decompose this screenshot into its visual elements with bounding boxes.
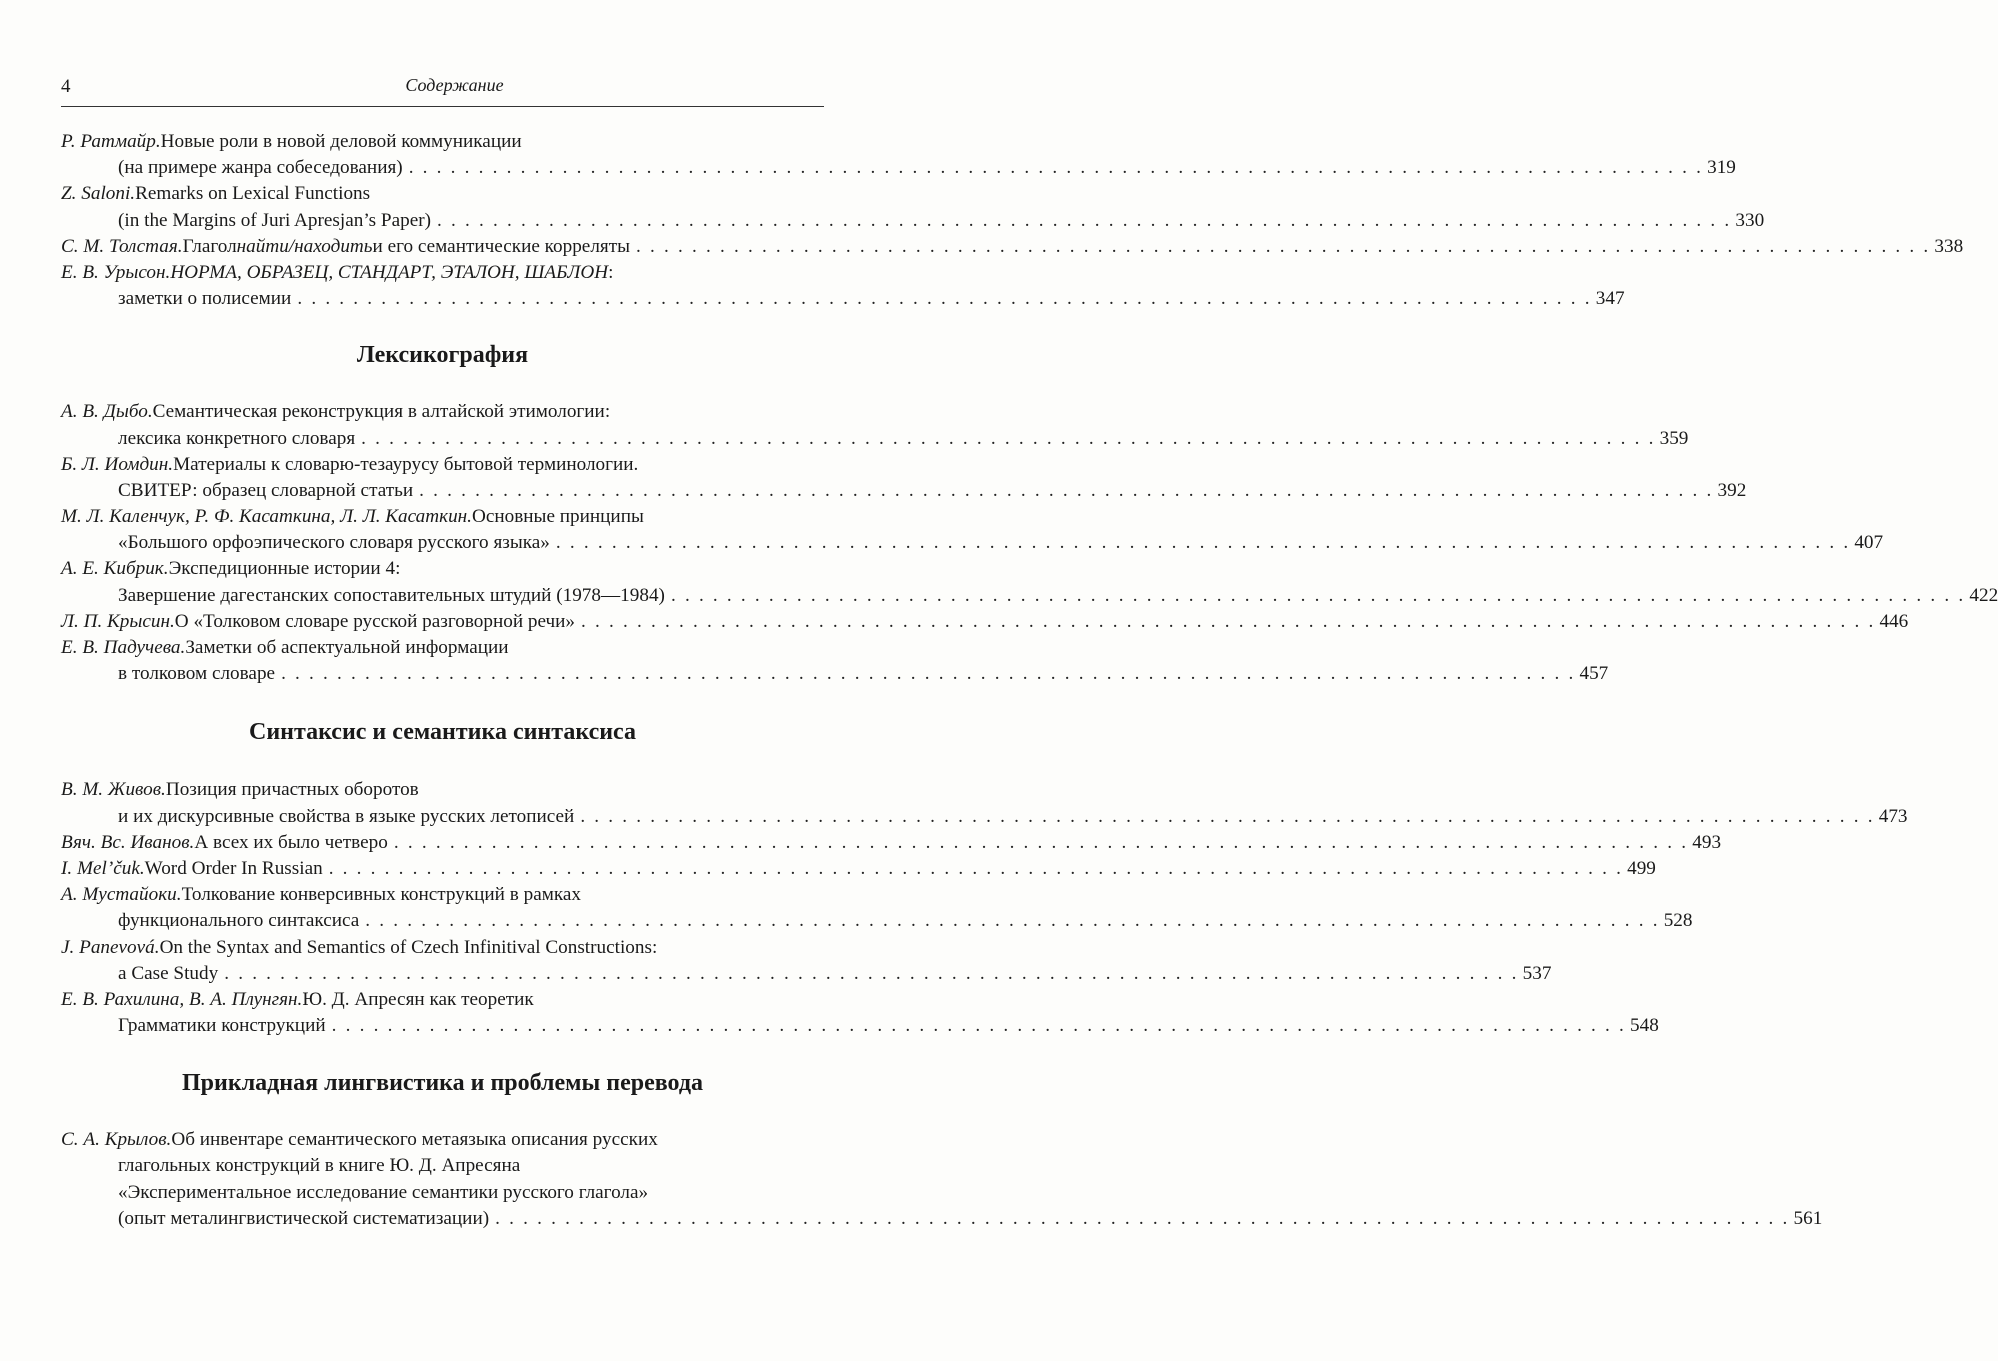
entry-title: Word Order In Russian [144,857,323,879]
entry-title: и его семантические корреляты [372,235,630,257]
toc-entry [61,234,1964,260]
entry-title: Толкование конверсивных конструкций в рамках [181,884,581,906]
page-number: 4 [61,76,71,97]
toc-entry-continuation [61,286,1625,312]
toc-entry-continuation [61,155,1736,181]
entry-title: a Case Study [118,962,219,984]
running-title: Содержание [405,75,504,95]
header-rule [61,106,824,107]
dot-leader: . . . . . . . . . . . . . . . . . . . . . . . . . . . . . . . . . . . . . . . . . . . . . . . . . . . . . . . . . . . . . . . . . . . . . . . . . . . . . . . . . . . . . . . . . . . . . [581,610,1876,632]
toc-entry-continuation [61,426,1689,452]
toc-entry-continuation [61,1153,824,1179]
entry-author: Е. В. Урысон. [61,261,171,283]
toc-entry-continuation [61,530,1884,556]
entry-page: 537 [1522,962,1552,984]
entry-author: М. Л. Каленчук, Р. Ф. Касаткина, Л. Л. Касаткин. [61,506,472,528]
entry-author: J. Panevová. [61,936,160,958]
entry-author: Z. Saloni. [61,183,136,205]
entry-title: Завершение дагестанских сопоставительных штудий (1978—1984) [118,584,665,606]
toc-entry-continuation [61,908,1693,934]
entry-page: 422 [1969,584,1998,606]
toc-entry [61,399,824,425]
section-heading: Лексикография [356,342,529,369]
entry-title: О «Толковом словаре русской разговорной речи» [174,610,576,632]
entry-author: Л. П. Крысин. [61,610,175,632]
entry-title: Об инвентаре семантического метаязыка описания русских [171,1129,658,1151]
entry-title: Грамматики конструкций [118,1015,326,1037]
toc-entry [61,935,824,961]
entry-title: : [608,261,614,283]
toc-entry [61,504,824,530]
entry-title: Новые роли в новой деловой коммуникации [160,131,522,152]
entry-title: (in the Margins of Juri Apresjan’s Paper) [118,209,431,231]
entry-title-italic: НОРМА, ОБРАЗЕЦ, СТАНДАРТ, ЭТАЛОН, ШАБЛОН [170,261,609,283]
entry-author: С. М. Толстая. [61,235,183,257]
entry-page: 446 [1879,610,1909,632]
dot-leader: . . . . . . . . . . . . . . . . . . . . . . . . . . . . . . . . . . . . . . . . . . . . . . . . . . . . . . . . . . . . . . . . . . . . . . . . . . . . . . . . . . . . . . . . . . . . . [331,1015,1627,1037]
entry-title: (на примере жанра собеседования) [118,157,403,179]
toc-entry [61,635,824,661]
toc-entry [61,129,824,155]
entry-author: Вяч. Вс. Иванов. [61,831,195,853]
entry-page: 330 [1735,209,1765,231]
entry-author: А. Е. Кибрик. [61,558,169,580]
entry-page: 319 [1707,157,1736,179]
entry-page: 473 [1878,805,1908,827]
entry-title: On the Syntax and Semantics of Czech Infinitival Constructions: [159,936,658,958]
entry-title: Материалы к словарю-тезаурусу бытовой терминологии. [173,453,639,475]
dot-leader: . . . . . . . . . . . . . . . . . . . . . . . . . . . . . . . . . . . . . . . . . . . . . . . . . . . . . . . . . . . . . . . . . . . . . . . . . . . . . . . . . . . . . . . . . . . . . [495,1207,1790,1229]
entry-author: I. Mel’čuk. [61,857,145,879]
entry-title: Remarks on Lexical Functions [135,183,371,205]
entry-title: Основные принципы [471,506,644,528]
dot-leader: . . . . . . . . . . . . . . . . . . . . . . . . . . . . . . . . . . . . . . . . . . . . . . . . . . . . . . . . . . . . . . . . . . . . . . . . . . . . . . . . . . . . . . . . . . . . . [297,288,1592,310]
dot-leader: . . . . . . . . . . . . . . . . . . . . . . . . . . . . . . . . . . . . . . . . . . . . . . . . . . . . . . . . . . . . . . . . . . . . . . . . . . . . . . . . . . . . . . . . . . . . . [670,584,1966,606]
entry-title: (опыт металингвистической систематизации) [118,1207,490,1229]
toc-entry-continuation [61,1180,824,1206]
entry-title: «Большого орфоэпического словаря русского языка» [118,532,550,554]
entry-page: 338 [1934,235,1964,257]
toc-entry [61,856,1656,882]
dot-leader: . . . . . . . . . . . . . . . . . . . . . . . . . . . . . . . . . . . . . . . . . . . . . . . . . . . . . . . . . . . . . . . . . . . . . . . . . . . . . . . . . . . . . . . . . . . . . [555,532,1851,554]
entry-title: СВИТЕР: образец словарной статьи [118,479,414,501]
entry-page: 347 [1595,288,1625,310]
dot-leader: . . . . . . . . . . . . . . . . . . . . . . . . . . . . . . . . . . . . . . . . . . . . . . . . . . . . . . . . . . . . . . . . . . . . . . . . . . . . . . . . . . . . . . . . . . . . . [224,962,1519,984]
entry-title: функционального синтаксиса [118,910,360,932]
entry-page: 528 [1663,910,1693,932]
entry-author: В. М. Живов. [61,779,166,801]
toc-entry [61,181,824,207]
entry-page: 499 [1627,857,1656,879]
entry-title: Глагол [182,235,237,257]
toc-entry [61,452,824,478]
entry-title: глагольных конструкций в книге Ю. Д. Апресяна [118,1155,521,1177]
entry-page: 359 [1659,427,1689,449]
dot-leader: . . . . . . . . . . . . . . . . . . . . . . . . . . . . . . . . . . . . . . . . . . . . . . . . . . . . . . . . . . . . . . . . . . . . . . . . . . . . . . . . . . . . . . . . . . . . . [419,479,1714,501]
entry-title: Экспедиционные истории 4: [168,558,401,580]
toc-entry-continuation [61,661,1609,687]
entry-title: и их дискурсивные свойства в языке русских летописей [118,805,575,827]
entry-author: Е. В. Падучева. [61,637,186,658]
entry-title: заметки о полисемии [118,288,292,310]
entry-title: А всех их было четверо [194,831,388,853]
toc-entry [61,830,1722,856]
toc-entry-continuation [61,804,1908,830]
entry-page: 392 [1717,479,1747,501]
entry-author: Б. Л. Иомдин. [61,453,174,475]
entry-title-italic: найти/находить [236,235,373,257]
entry-page: 548 [1630,1015,1659,1037]
toc-entry-continuation [61,583,1998,609]
section-heading: Синтаксис и семантика синтаксиса [249,719,636,746]
toc-entry [61,260,824,286]
entry-page: 561 [1793,1207,1823,1229]
section-heading: Прикладная лингвистика и проблемы перевода [182,1070,703,1097]
entry-author: Р. Ратмайр. [61,131,161,152]
toc-entry [61,882,824,908]
toc-entry [61,777,824,803]
entry-title: «Экспериментальное исследование семантики русского глагола» [118,1181,649,1203]
entry-title: в толковом словаре [118,663,276,685]
entry-title: Заметки об аспектуальной информации [185,637,509,658]
entry-page: 407 [1854,532,1884,554]
dot-leader: . . . . . . . . . . . . . . . . . . . . . . . . . . . . . . . . . . . . . . . . . . . . . . . . . . . . . . . . . . . . . . . . . . . . . . . . . . . . . . . . . . . . . . . . . . . . . [328,857,1624,879]
dot-leader: . . . . . . . . . . . . . . . . . . . . . . . . . . . . . . . . . . . . . . . . . . . . . . . . . . . . . . . . . . . . . . . . . . . . . . . . . . . . . . . . . . . . . . . . . . . . . [393,831,1689,853]
toc-entry-continuation [61,208,1765,234]
toc-entry-continuation [61,1013,1659,1039]
toc-entry-continuation [61,1206,1823,1232]
toc-entry [61,1127,824,1153]
toc-entry-continuation [61,478,1747,504]
entry-page: 457 [1579,663,1609,685]
dot-leader: . . . . . . . . . . . . . . . . . . . . . . . . . . . . . . . . . . . . . . . . . . . . . . . . . . . . . . . . . . . . . . . . . . . . . . . . . . . . . . . . . . . . . . . . . . . . . [636,235,1931,257]
dot-leader: . . . . . . . . . . . . . . . . . . . . . . . . . . . . . . . . . . . . . . . . . . . . . . . . . . . . . . . . . . . . . . . . . . . . . . . . . . . . . . . . . . . . . . . . . . . . . [361,427,1656,449]
dot-leader: . . . . . . . . . . . . . . . . . . . . . . . . . . . . . . . . . . . . . . . . . . . . . . . . . . . . . . . . . . . . . . . . . . . . . . . . . . . . . . . . . . . . . . . . . . . . . [408,157,1704,179]
entry-title: Семантическая реконструкция в алтайской этимологии: [152,401,611,423]
entry-title: Ю. Д. Апресян как теоретик [302,988,534,1010]
toc-entry [61,987,824,1013]
toc-entry [61,609,1909,635]
dot-leader: . . . . . . . . . . . . . . . . . . . . . . . . . . . . . . . . . . . . . . . . . . . . . . . . . . . . . . . . . . . . . . . . . . . . . . . . . . . . . . . . . . . . . . . . . . . . . [437,209,1732,231]
entry-title: Позиция причастных оборотов [165,779,419,801]
dot-leader: . . . . . . . . . . . . . . . . . . . . . . . . . . . . . . . . . . . . . . . . . . . . . . . . . . . . . . . . . . . . . . . . . . . . . . . . . . . . . . . . . . . . . . . . . . . . . [365,910,1660,932]
table-of-contents [61,129,1998,1232]
dot-leader: . . . . . . . . . . . . . . . . . . . . . . . . . . . . . . . . . . . . . . . . . . . . . . . . . . . . . . . . . . . . . . . . . . . . . . . . . . . . . . . . . . . . . . . . . . . . . [281,663,1576,685]
entry-title: лексика конкретного словаря [118,427,356,449]
entry-author: Е. В. Рахилина, В. А. Плунгян. [61,988,303,1010]
toc-entry-continuation [61,961,1552,987]
entry-page: 493 [1692,831,1722,853]
entry-author: А. Мустайоки. [61,884,182,906]
page-header [0,0,909,120]
dot-leader: . . . . . . . . . . . . . . . . . . . . . . . . . . . . . . . . . . . . . . . . . . . . . . . . . . . . . . . . . . . . . . . . . . . . . . . . . . . . . . . . . . . . . . . . . . . . . [580,805,1875,827]
toc-entry [61,556,824,582]
entry-author: С. А. Крылов. [61,1129,172,1151]
entry-author: А. В. Дыбо. [61,401,153,423]
